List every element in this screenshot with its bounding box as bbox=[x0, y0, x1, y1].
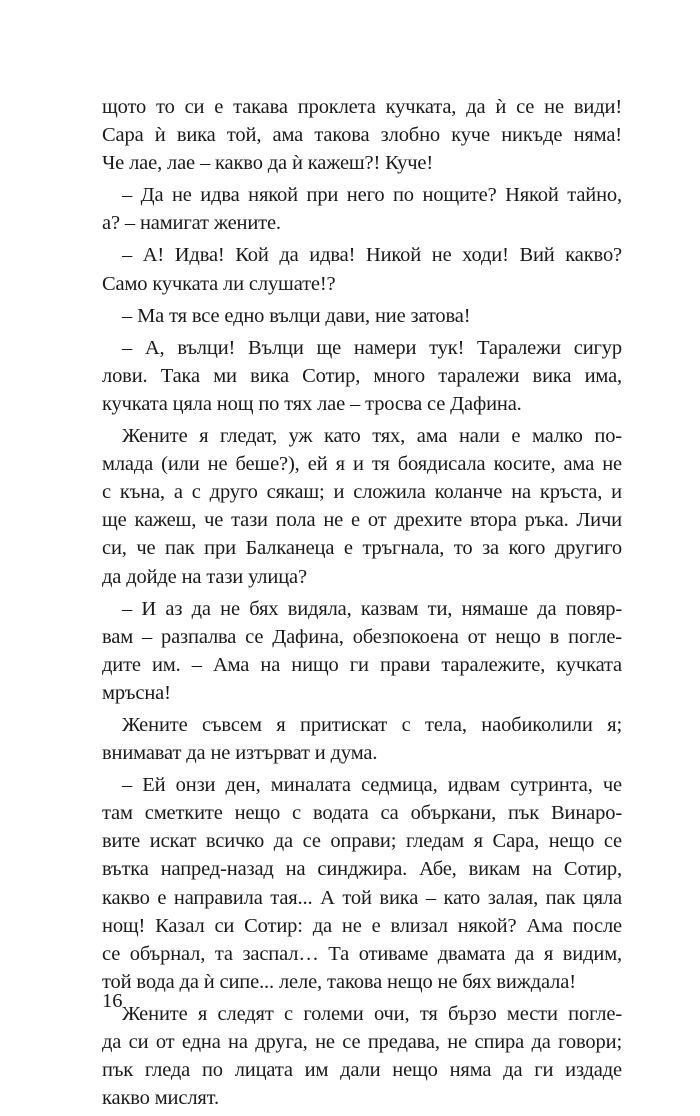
text-line: а? – намигат жените. bbox=[102, 212, 281, 235]
text-line: – Да не идва някой при него по нощите? Някой тайно, bbox=[122, 184, 622, 207]
paragraph bbox=[102, 241, 622, 297]
text-line: – Ей онзи ден, миналата седмица, идвам сутринта, че bbox=[122, 774, 622, 797]
paragraph bbox=[102, 422, 622, 591]
text-line: – Ма тя все едно вълци дави, ние затова! bbox=[122, 304, 471, 327]
paragraph bbox=[102, 302, 622, 330]
text-line: какво е направила тая... А той вика – като залая, пак цяла bbox=[102, 886, 622, 909]
text-line: вам – разпалва се Дафина, обезпокоена от нещо в погле- bbox=[102, 625, 622, 648]
text-line: се обърнал, та заспал… Та отиваме двамата да я видим, bbox=[102, 942, 622, 965]
text-line: щото то си е такава проклета кучката, да ѝ се не види! bbox=[102, 96, 622, 118]
paragraph bbox=[102, 595, 622, 707]
text-line: с къна, а с друго сякаш; и сложила коланче на кръста, и bbox=[102, 481, 622, 504]
paragraph bbox=[102, 1000, 622, 1112]
page-number: 16 bbox=[102, 990, 123, 1012]
paragraph bbox=[102, 334, 622, 418]
text-line: Сара ѝ вика той, ама такова злобно куче никъде няма! bbox=[102, 124, 622, 147]
text-line: Жените съвсем я притискат с тела, наобиколили я; bbox=[122, 713, 622, 736]
page-body bbox=[102, 93, 622, 1116]
text-line: вите искат всичко да се оправи; гледам я Сара, нещо се bbox=[102, 830, 622, 853]
text-line: – И аз да не бях видяла, казвам ти, нямаше да повяр- bbox=[122, 597, 622, 620]
text-line: пък гледа по лицата им дали нещо няма да ги издаде bbox=[102, 1059, 622, 1082]
text-line: мръсна! bbox=[102, 681, 171, 704]
text-line: внимават да не изтърват и дума. bbox=[102, 742, 378, 765]
text-line: – А, вълци! Вълци ще намери тук! Таралежи сигур bbox=[122, 336, 622, 359]
text-line: Жените я следят с големи очи, тя бързо мести погле- bbox=[122, 1002, 622, 1025]
text-line: Само кучката ли слушате!? bbox=[102, 272, 336, 295]
paragraph bbox=[102, 181, 622, 237]
paragraph bbox=[102, 711, 622, 767]
text-line: вътка напред-назад на синджира. Абе, викам на Сотир, bbox=[102, 858, 622, 881]
text-line: кучката цяла нощ по тях лае – тросва се Дафина. bbox=[102, 392, 522, 415]
text-line: там сметките нещо с водата са объркани, пък Винаро- bbox=[102, 802, 622, 825]
text-line: да си от една на друга, не се предава, не спира да говори; bbox=[102, 1031, 622, 1053]
text-line: – А! Идва! Кой да идва! Никой не ходи! Вий какво? bbox=[122, 244, 622, 267]
paragraph bbox=[102, 771, 622, 996]
text-line: какво мислят. bbox=[102, 1087, 219, 1110]
text-line: си, че пак при Балканеца е тръгнала, то за кого другиго bbox=[102, 537, 622, 560]
paragraph bbox=[102, 93, 622, 177]
text-line: той вода да ѝ сипе... леле, такова нещо не бях виждала! bbox=[102, 970, 576, 993]
text-line: дите им. – Ама на нищо ги прави таралежите, кучката bbox=[102, 653, 622, 676]
text-line: лови. Така ми вика Сотир, много таралежи вика има, bbox=[102, 364, 622, 387]
text-line: Жените я гледат, уж като тях, ама нали е малко по- bbox=[122, 425, 622, 448]
text-line: ще кажеш, че тази пола не е от дрехите втора ръка. Личи bbox=[102, 509, 622, 532]
text-line: нощ! Казал си Сотир: да не е влизал някой? Ама после bbox=[102, 914, 622, 937]
text-line: млада (или не беше?), ей я и тя боядисала косите, ама не bbox=[102, 453, 622, 476]
text-line: да дойде на тази улица? bbox=[102, 565, 307, 588]
text-line: Че лае, лае – какво да ѝ кажеш?! Куче! bbox=[102, 152, 434, 175]
